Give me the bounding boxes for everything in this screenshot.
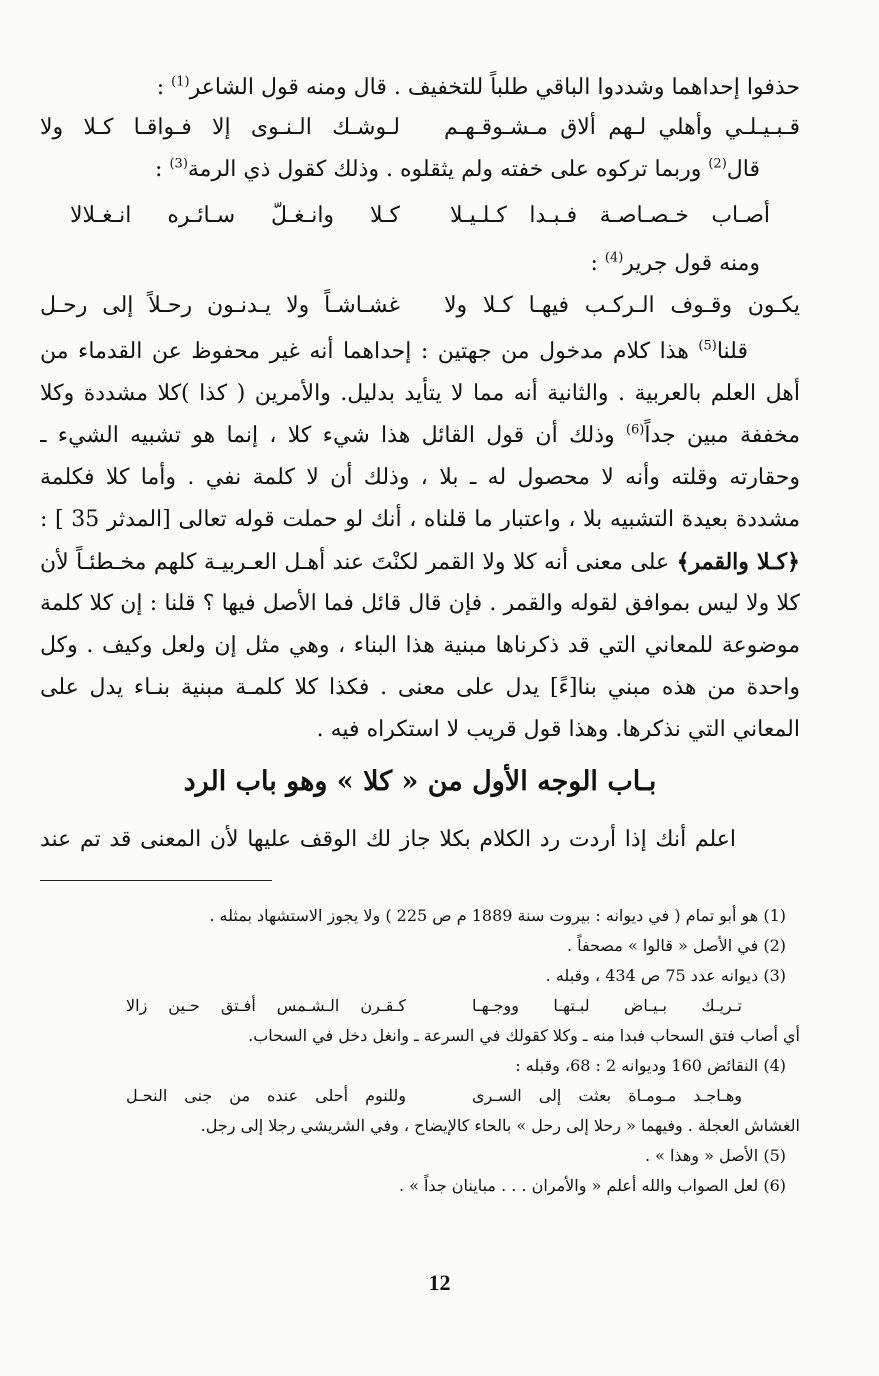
text-line: واحدة من هذه مبني بنا[ءً] يدل على معنى . فكذا كلا كلمـة مبنية بنـاء يدل على	[40, 675, 800, 700]
verse-hemistich-left: كـقـرن الـشـمس أفـتق حـين زالا	[126, 996, 406, 1015]
text-line: موضوعة للمعاني التي قد ذكرناها مبنية هذا البناء ، وهي مثل إن ولعل وكيف . وكل	[40, 633, 800, 658]
footnote-ref[interactable]: (3)	[169, 156, 188, 172]
footnote-gloss: أي أصاب فتق السحاب فبدا منه ـ وكلا كقولك في السرعة ـ وانغل دخل في السحاب.	[248, 1026, 800, 1045]
footnote: (1) هو أبو تمام ( في ديوانه : بيروت سنة 1889 م ص 225 ) ولا يجوز الاستشهاد بمثله .	[209, 906, 786, 925]
text-line: كلا ولا ليس بموافق لقوله والقمر . فإن قال قائل فما الأصل فيها ؟ قلنا : إن كلا كلمة	[40, 591, 800, 616]
verse-hemistich-left: وللنوم أحلى عنده من جنى النحـل	[126, 1086, 406, 1105]
text-line: حذفوا إحداهما وشددوا الباقي طلباً للتخفيف . قال ومنه قول الشاعر$^{(1)}$ :	[156, 74, 800, 100]
verse-hemistich-left: لـوشـك الـنـوى إلا فـواقـا كـلا ولا	[40, 115, 400, 140]
verse-hemistich-right: يكـون وقـوف الـركـب فيهـا كـلا ولا	[444, 293, 800, 318]
text-line: اعلم أنك إذا أردت رد الكلام بكلا جاز لك الوقف عليها لأن المعنى قد تم عند	[40, 827, 736, 852]
footnote-gloss: الغشاش العجلة . وفيهما « رحلا إلى رحل » بالحاء كالإيضاح ، وفي الشريشي رجلا إلى رجل.	[200, 1116, 800, 1135]
footnote-ref[interactable]: (6)	[625, 422, 645, 438]
verse-line	[40, 196, 800, 236]
footnote: (2) في الأصل « قالوا » مصحفاً .	[566, 936, 786, 955]
footnote-ref[interactable]: (4)	[604, 250, 624, 266]
text-line: المعاني التي نذكرها. وهذا قول قريب لا استكراه فيه .	[316, 717, 800, 742]
text-line: قلنا$^{(5)}$ هذا كلام مدخول من جهتين : إحداهما أنه غير محفوظ عن القدماء من	[40, 338, 748, 364]
text-line: مشددة بعيدة التشبيه بلا ، واعتبار ما قلناه ، أنك لو حملت قوله تعالى [المدثر 35 ] :	[40, 507, 800, 532]
footnote: (4) النقائض 160 وديوانه 2 : 68، وقبله :	[515, 1056, 786, 1075]
footnote: (5) الأصل « وهذا » .	[644, 1146, 786, 1165]
footnote: (3) ديوانه عدد 75 ص 434 ، وقبله .	[545, 966, 786, 985]
footnote: (6) لعل الصواب والله أعلم « والأمران . . . مباينان جداً » .	[398, 1176, 786, 1195]
verse-hemistich-left: كـلا وانـغـلّ سـائـره انـغـلالا	[70, 203, 400, 228]
footnote-verse	[56, 1082, 786, 1110]
verse-hemistich-right: تـريـك بـيـاض لبـتهـا ووجـهـا	[472, 996, 742, 1015]
section-heading: بـاب الوجه الأول من « كلا » وهو باب الرد	[183, 766, 657, 797]
verse-hemistich-left: غشـاشـاً ولا يـدنـون رحـلاً إلى رحـل	[40, 293, 400, 318]
verse-hemistich-right: قـبـيـلـي وأهلي لـهم ألاق مـشـوقـهـم	[444, 115, 800, 140]
footnote-ref[interactable]: (5)	[698, 338, 717, 354]
text-line: وحقارته وقلته وأنه لا محصول له ـ بلا ، وذلك أن لا كلمة نفي . وأما كلا فكلمة	[40, 465, 800, 490]
text-line: أهل العلم بالعربية . والثانية أنه مما لا يتأيد بدليل. والأمرين ( كذا )كلا مشددة وكلا	[40, 381, 800, 406]
verse-hemistich-right: وهـاجـد مـومـاة بعثت إلى السـرى	[472, 1086, 742, 1105]
footnote-ref[interactable]: (1)	[171, 74, 190, 90]
verse-hemistich-right: أصـاب خـصـاصـة فـبـدا كـلـيـلا	[450, 203, 770, 228]
footnote-divider	[40, 880, 272, 881]
verse-line	[40, 108, 800, 148]
quran-quote: ﴿كـلا والقمر﴾	[676, 549, 800, 575]
text-line: ومنه قول جرير$^{(4)}$ :	[590, 250, 760, 276]
page-number: 12	[428, 1270, 451, 1295]
text-line: مخففة مبين جداً$^{(6)}$ وذلك أن قول القائل هذا شيء كلا ، إنما هو تشبيه الشيء ـ	[40, 422, 800, 448]
text-line: ﴿كـلا والقمر﴾ على معنى أنه كلا ولا القمر لكنْتَ عند أهـل العـربيـة كلهم مخـطئـاً لأن	[40, 549, 800, 575]
footnote-ref[interactable]: (2)	[708, 156, 727, 172]
footnote-verse	[56, 992, 786, 1020]
text-line: قال$^{(2)}$ وربما تركوه على خفته ولم يثقلوه . وذلك كقول ذي الرمة$^{(3)}$ :	[155, 156, 760, 182]
verse-line	[40, 286, 800, 326]
